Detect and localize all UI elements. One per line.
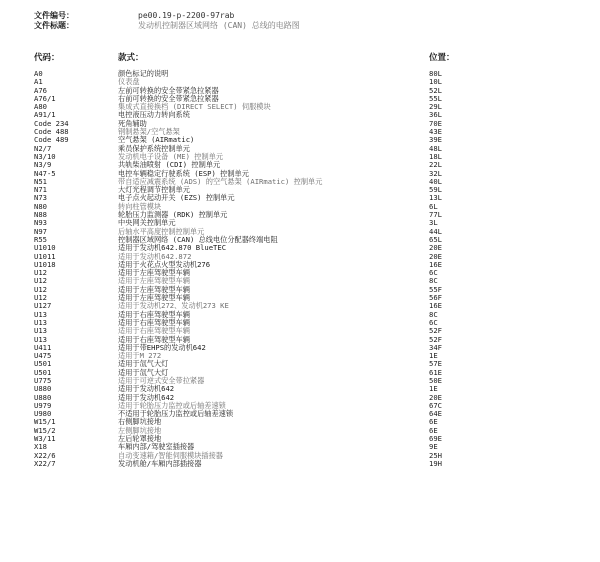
row-location: 65L [429, 234, 442, 244]
table-row [0, 336, 600, 344]
table-row [0, 186, 600, 194]
table-row [0, 219, 600, 227]
document-title-value: 发动机控制器区域网络 (CAN) 总线的电路图 [138, 21, 300, 30]
row-location: 6E [429, 425, 438, 435]
row-location: 55L [429, 93, 442, 103]
table-row [0, 460, 600, 468]
row-code: R55 [34, 234, 47, 244]
row-code: U12 [34, 276, 47, 286]
row-description: 轮胎压力监测器 (RDK) 控制单元 [118, 210, 228, 220]
row-description: 适用于带EHPS的发动机642 [118, 342, 206, 352]
row-code: U1018 [34, 259, 56, 269]
table-row [0, 377, 600, 385]
table-row [0, 410, 600, 418]
row-code: W3/11 [34, 434, 56, 444]
row-location: 6E [429, 417, 438, 427]
table-row [0, 352, 600, 360]
table-row [0, 443, 600, 451]
row-code: N73 [34, 193, 47, 203]
row-code: U127 [34, 301, 52, 311]
table-row [0, 228, 600, 236]
row-location: 20E [429, 392, 442, 402]
table-row [0, 294, 600, 302]
row-description: 集成式直接换档 (DIRECT SELECT) 伺服模块 [118, 102, 271, 112]
table-row [0, 194, 600, 202]
table-row [0, 145, 600, 153]
row-code: X22/6 [34, 450, 56, 460]
row-location: 1E [429, 351, 438, 361]
row-description: 适用于可逆式安全带拉紧器 [118, 375, 205, 385]
row-code: W15/1 [34, 417, 56, 427]
row-description: 中央网关控制单元 [118, 218, 176, 228]
row-code: U1011 [34, 251, 56, 261]
row-description: 适用于发动机642.872 [118, 251, 192, 261]
row-location: 6C [429, 268, 438, 278]
row-code: U501 [34, 367, 52, 377]
row-description: 适用于左座驾驶型车辆 [118, 268, 190, 278]
row-description: 发动机电子设备 (ME) 控制单元 [118, 151, 224, 161]
row-code: U980 [34, 409, 52, 419]
row-location: 57E [429, 359, 442, 369]
table-row [0, 427, 600, 435]
row-location: 52F [429, 334, 442, 344]
row-description: 适用于右座驾驶型车辆 [118, 334, 190, 344]
row-code: W15/2 [34, 425, 56, 435]
table-row [0, 178, 600, 186]
document-number-value: pe00.19-p-2200-97rab [138, 11, 235, 20]
document-title-label: 文件标题： [34, 21, 74, 30]
row-code: U475 [34, 351, 52, 361]
table-row [0, 120, 600, 128]
table-row [0, 236, 600, 244]
table-row [0, 277, 600, 285]
row-code: U880 [34, 392, 52, 402]
row-description: 电控车辆稳定行驶系统 (ESP) 控制单元 [118, 168, 249, 178]
row-description: 发动机舱/车厢内部插接器 [118, 458, 202, 468]
row-location: 6L [429, 201, 438, 211]
table-row [0, 435, 600, 443]
row-code: U13 [34, 334, 47, 344]
row-description: 后轴水平高度控制控制单元 [118, 226, 205, 236]
row-description: 适用于右座驾驶型车辆 [118, 309, 190, 319]
row-description: 左前可转换的安全带紧急拉紧器 [118, 85, 219, 95]
row-code: A1 [34, 77, 43, 87]
row-description: 车厢内部/驾驶室插接器 [118, 442, 195, 452]
row-location: 8C [429, 309, 438, 319]
table-row [0, 128, 600, 136]
table-row [0, 269, 600, 277]
table-row [0, 161, 600, 169]
row-location: 64E [429, 409, 442, 419]
row-description: 控制器区域网络 (CAN) 总线电位分配器终端电阻 [118, 234, 278, 244]
row-location: 13L [429, 193, 442, 203]
row-location: 10L [429, 77, 442, 87]
row-code: U1010 [34, 243, 56, 253]
table-row [0, 95, 600, 103]
row-location: 77L [429, 210, 442, 220]
table-row [0, 360, 600, 368]
row-location: 70E [429, 118, 442, 128]
row-location: 16E [429, 259, 442, 269]
table-row [0, 136, 600, 144]
row-code: A0 [34, 69, 43, 78]
row-location: 8C [429, 276, 438, 286]
row-code: N3/9 [34, 160, 52, 170]
row-code: Code 489 [34, 135, 69, 145]
row-location: 16E [429, 301, 442, 311]
table-row [0, 402, 600, 410]
row-location: 22L [429, 160, 442, 170]
row-code: X22/7 [34, 458, 56, 468]
row-description: 左后轮罩接地 [118, 434, 162, 444]
row-location: 69E [429, 434, 442, 444]
row-description: 右前可转换的安全带紧急拉紧器 [118, 93, 219, 103]
table-row [0, 244, 600, 252]
row-description: 颜色标记的说明 [118, 69, 169, 78]
row-location: 1E [429, 384, 438, 394]
table-row [0, 103, 600, 111]
row-location: 40L [429, 176, 442, 186]
row-description: 乘员保护系统控制单元 [118, 143, 190, 153]
row-description: 适用于右座驾驶型车辆 [118, 326, 190, 336]
table-row [0, 327, 600, 335]
row-code: A76/1 [34, 93, 56, 103]
row-description: 适用于氙气大灯 [118, 367, 169, 377]
table-row [0, 302, 600, 310]
table-row [0, 369, 600, 377]
table-row [0, 211, 600, 219]
row-description: 带自适应减震系统 (ADS) 的空气悬架 (AIRmatic) 控制单元 [118, 176, 323, 186]
row-description: 适用于左座驾驶型车辆 [118, 284, 190, 294]
row-description: 适用于左座驾驶型车辆 [118, 276, 190, 286]
row-code: U12 [34, 268, 47, 278]
row-location: 3L [429, 218, 438, 228]
component-table [0, 70, 600, 468]
row-code: N80 [34, 201, 47, 211]
row-description: 适用于M 272 [118, 351, 162, 361]
row-location: 19H [429, 458, 442, 468]
row-code: U411 [34, 342, 52, 352]
row-location: 43E [429, 127, 442, 137]
row-location: 9E [429, 442, 438, 452]
row-code: N88 [34, 210, 47, 220]
document-number-label: 文件编号： [34, 11, 74, 20]
table-row [0, 70, 600, 78]
row-description: 大灯光程调节控制单元 [118, 185, 190, 195]
row-description: 右侧脚坑接地 [118, 417, 162, 427]
row-description: 钢制悬架/空气悬架 [118, 127, 180, 137]
row-description: 仪表盘 [118, 77, 140, 87]
row-code: N93 [34, 218, 47, 228]
row-description: 空气悬架 (AIRmatic) [118, 135, 195, 145]
row-description: 死角辅助 [118, 118, 147, 128]
row-location: 59L [429, 185, 442, 195]
row-description: 不适用于轮胎压力监控或后轴差速锁 [118, 409, 234, 419]
table-row [0, 452, 600, 460]
row-location: 20E [429, 251, 442, 261]
row-description: 适用于火花点火型发动机276 [118, 259, 211, 269]
row-location: 34F [429, 342, 442, 352]
table-row [0, 385, 600, 393]
row-description: 转向柱管模块 [118, 201, 162, 211]
row-location: 52F [429, 326, 442, 336]
row-description: 适用于轮胎压力监控或后轴差速锁 [118, 400, 226, 410]
row-code: N71 [34, 185, 47, 195]
row-code: N97 [34, 226, 47, 236]
row-code: Code 488 [34, 127, 69, 137]
table-row [0, 261, 600, 269]
table-row [0, 418, 600, 426]
row-code: U501 [34, 359, 52, 369]
table-row [0, 253, 600, 261]
table-row [0, 111, 600, 119]
row-location: 55F [429, 284, 442, 294]
table-row [0, 153, 600, 161]
table-row [0, 286, 600, 294]
column-header-code: 代码： [34, 53, 60, 63]
row-description: 适用于发动机272、发动机273 KE [118, 301, 229, 311]
table-row [0, 394, 600, 402]
row-code: A80 [34, 102, 47, 112]
row-code: N3/10 [34, 151, 56, 161]
row-code: U13 [34, 326, 47, 336]
row-location: 80L [429, 69, 442, 78]
row-location: 52L [429, 85, 442, 95]
row-code: A76 [34, 85, 47, 95]
row-code: Code 234 [34, 118, 69, 128]
row-code: U13 [34, 309, 47, 319]
row-location: 56F [429, 293, 442, 303]
row-code: U12 [34, 293, 47, 303]
row-location: 67C [429, 400, 442, 410]
row-code: X18 [34, 442, 47, 452]
row-description: 左侧脚坑接地 [118, 425, 162, 435]
row-code: N47-5 [34, 168, 56, 178]
row-description: 适用于右座驾驶型车辆 [118, 317, 190, 327]
row-location: 20E [429, 243, 442, 253]
row-code: U13 [34, 317, 47, 327]
column-header-description: 款式： [118, 53, 144, 63]
row-code: U979 [34, 400, 52, 410]
table-row [0, 311, 600, 319]
row-code: U880 [34, 384, 52, 394]
row-description: 电子点火起动开关 (EZS) 控制单元 [118, 193, 235, 203]
row-location: 39E [429, 135, 442, 145]
row-description: 电控液压动力转向系统 [118, 110, 190, 120]
table-row [0, 344, 600, 352]
table-row [0, 78, 600, 86]
row-code: N2/7 [34, 143, 52, 153]
row-code: U775 [34, 375, 52, 385]
row-location: 18L [429, 151, 442, 161]
row-description: 自动变速箱/智能伺服模块插接器 [118, 450, 223, 460]
table-row [0, 319, 600, 327]
row-description: 共轨柴油喷射 (CDI) 控制单元 [118, 160, 221, 170]
row-code: U12 [34, 284, 47, 294]
row-location: 50E [429, 375, 442, 385]
row-description: 适用于左座驾驶型车辆 [118, 293, 190, 303]
row-description: 适用于发动机642.870 BlueTEC [118, 243, 227, 253]
row-location: 48L [429, 143, 442, 153]
row-location: 6C [429, 317, 438, 327]
table-row [0, 87, 600, 95]
row-location: 25H [429, 450, 442, 460]
row-location: 32L [429, 168, 442, 178]
row-code: N51 [34, 176, 47, 186]
row-location: 29L [429, 102, 442, 112]
row-location: 61E [429, 367, 442, 377]
row-description: 适用于氙气大灯 [118, 359, 169, 369]
column-header-location: 位置： [429, 53, 455, 63]
row-code: A91/1 [34, 110, 56, 120]
row-description: 适用于发动机642 [118, 392, 175, 402]
row-location: 44L [429, 226, 442, 236]
row-location: 36L [429, 110, 442, 120]
row-description: 适用于发动机642 [118, 384, 175, 394]
table-row [0, 203, 600, 211]
